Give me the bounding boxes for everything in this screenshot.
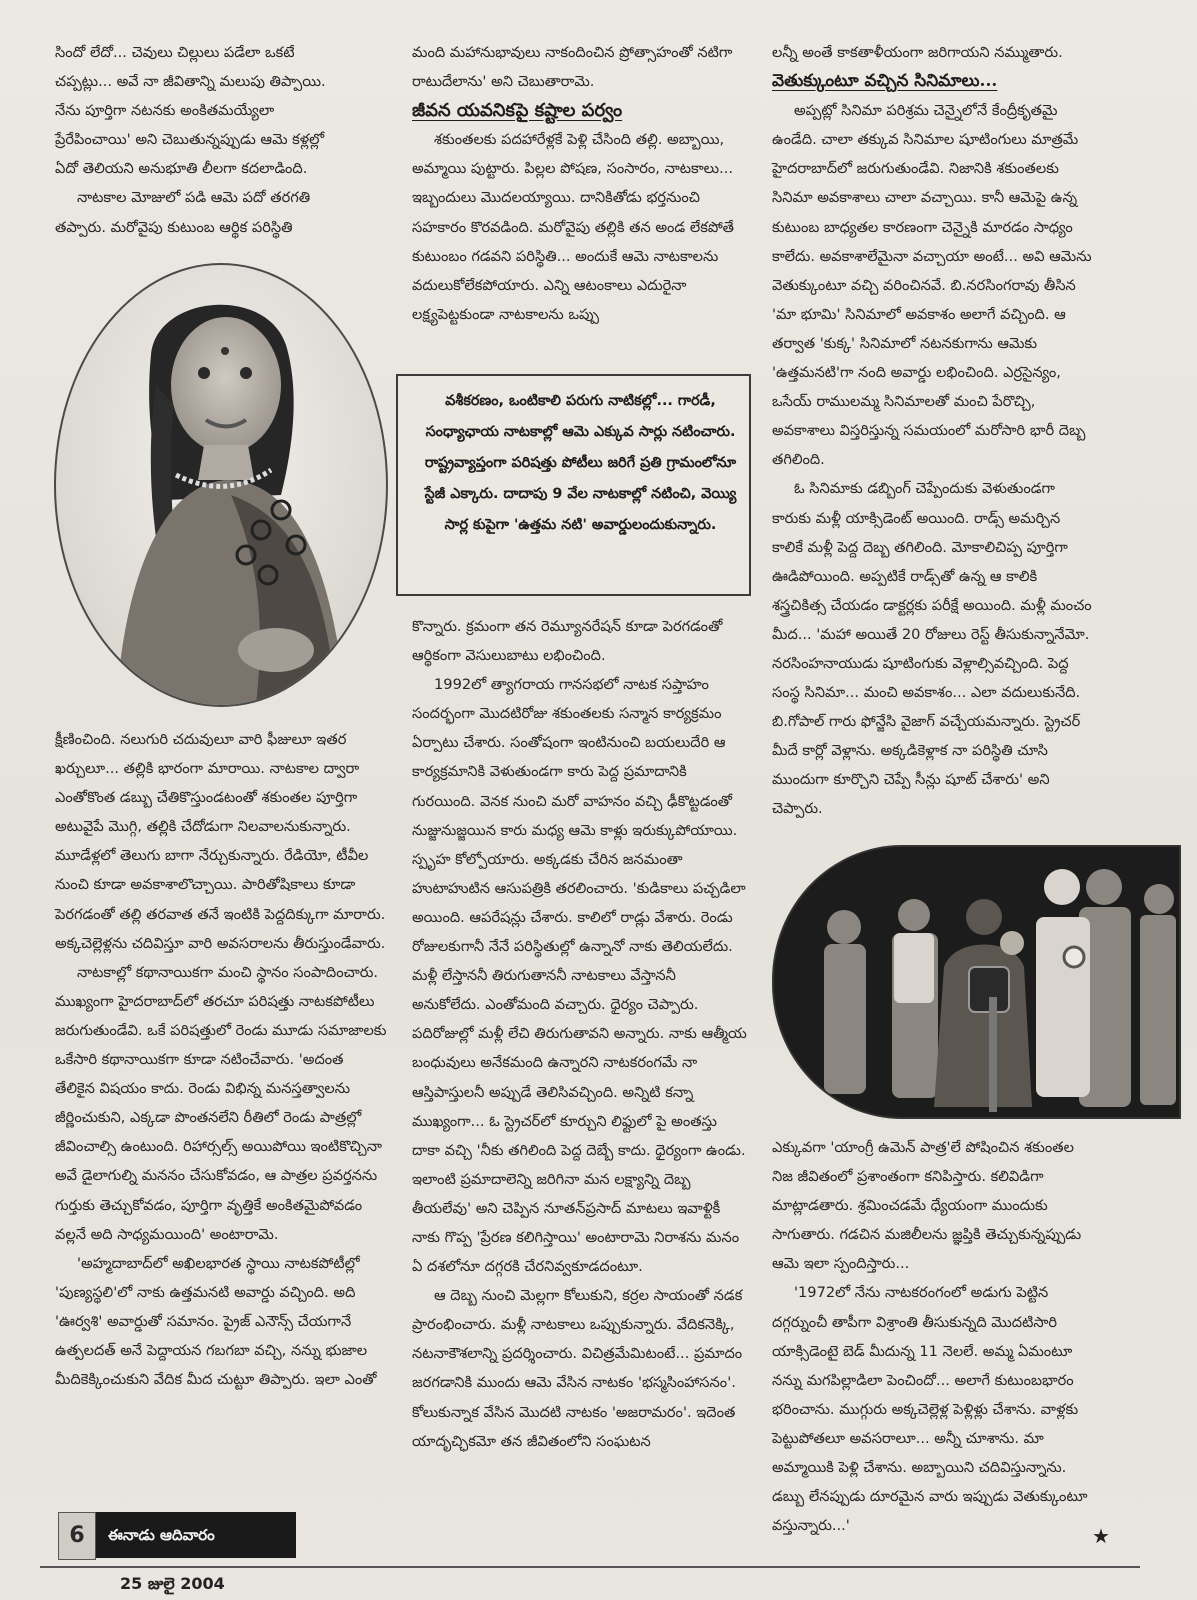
paragraph: నాటకాల మోజులో పడి ఆమె పదో తరగతి తప్పారు. మరోవైపు కుటుంబ ఆర్థిక పరిస్థితి xyxy=(55,189,311,236)
paragraph: మంది మహానుభావులు నాకందించిన ప్రోత్సాహంతో నటిగా రాటుదేలాను' అని చెబుతారామె. xyxy=(412,44,733,91)
column-2-bottom xyxy=(412,612,748,1456)
pull-quote-box xyxy=(396,374,751,596)
paragraph: 1992లో త్యాగరాయ గానసభలో నాటక సప్తాహం సందర్భంగా మొదటిరోజు శకుంతలకు సన్మాన కార్యక్రమం ఏర్పాటు చేశారు. సంతోషంగా ఇంటినుంచి బయలుదేరి ఆ కార్యక్రమానికి వెళుతుండగా కారు పెద్ద ప్రమాదానికి గురయింది. వెనక నుంచి మరో వాహనం వచ్చి ఢీకొట్టడంతో నుజ్జునుజ్జయిన కారు మధ్య ఆమె కాళ్లు ఇరుక్కుపోయాయి. స్పృహ కోల్పోయారు. అక్కడకు చేరిన జనమంతా హుటాహుటిన ఆసుపత్రికి తరలించారు. 'కుడికాలు పచ్చడిలా అయింది. ఆపరేషన్లు చేశారు. కాలిలో రాడ్లు వేశారు. రెండు రోజులకుగానీ నేనే పరిస్థితుల్లో ఉన్నానో నాకు తెలియలేదు. మళ్లీ లేస్తాననీ తిరుగుతాననీ నాటకాలు వేస్తాననీ అనుకోలేదు. ఎంతోమంది వచ్చారు. ధైర్యం చెప్పారు. పదిరోజుల్లో మళ్లీ లేచి తిరుగుతావని అన్నారు. నాకు ఆత్మీయ బంధువులు అనేకమంది ఉన్నారని నాటకరంగమే నా ఆస్తిపాస్తులనీ అప్పుడే తెలిసివచ్చింది. అన్నిటి కన్నా ముఖ్యంగా... ఓ స్ట్రెచర్‌లో కూర్చుని లిఫ్టులో పై అంతస్తు దాకా వచ్చి 'నీకు తగిలింది పెద్ద దెబ్బే కాదు. ధైర్యంగా ఉండు. ఇలాంటి ప్రమాదాలెన్ని జరిగినా మన లక్ష్యాన్ని దెబ్బ తీయలేవు' అని చెప్పిన నూతన్‌ప్రసాద్ మాటలు ఇవాళ్టికీ నాకు గొప్ప 'ప్రేరణ కలిగిస్తాయి' అంటారామె నిరాశను మనం ఏ దశలోనూ దగ్గరకి చేరనివ్వకూడదంటూ. xyxy=(412,676,747,1276)
award-illustration xyxy=(774,847,1179,1117)
section-heading: జీవన యవనికపై కష్టాల పర్వం xyxy=(412,100,623,122)
paragraph: ఓ సినిమాకు డబ్బింగ్ చెప్పేందుకు వెళుతుండగా కారుకు మళ్లీ యాక్సిడెంట్ అయింది. రాడ్స్ అమర్చిన కాలికే మళ్లీ పెద్ద దెబ్బ తగిలింది. మోకాలిచిప్ప పూర్తిగా ఊడిపోయింది. అప్పటికే రాడ్స్‌తో ఉన్న ఆ కాలికి శస్త్రచికిత్స చేయడం డాక్టర్లకు పరీక్షే అయింది. మళ్లీ మంచం మీద... 'మహా అయితే 20 రోజులు రెస్ట్ తీసుకున్నానేమో. నరసింహనాయుడు షూటింగుకు వెళ్లాల్సివచ్చింది. పెద్ద సంస్థ సినిమా... మంచి అవకాశం... ఎలా వదులుకునేది. బి.గోపాల్ గారు ఫోన్జేసి వైజాగ్ వచ్చేయమన్నారు. స్ట్రెచర్ మీదే కార్లో వెళ్లాను. అక్కడికెళ్లాక నా పరిస్థితి చూసి ముందుగా కూర్చొని చెప్పే సీన్లు షూట్ చేశారు' అని చెప్పారు. xyxy=(772,480,1092,818)
footer-divider xyxy=(40,1566,1140,1568)
paragraph: కొన్నారు. క్రమంగా తన రెమ్యూనరేషన్ కూడా పెరగడంతో ఆర్థికంగా వెసులుబాటు లభించింది. xyxy=(412,618,723,665)
paragraph: ఎక్కువగా 'యాంగ్రీ ఉమెన్ పాత్ర'లే పోషించిన శకుంతల నిజ జీవితంలో ప్రశాంతంగా కనిపిస్తారు. కలివిడిగా మాట్లాడతారు. శ్రమించడమే ధ్యేయంగా ముందుకు సాగుతారు. గడచిన మజిలీలను జ్ఞప్తికి తెచ్చుకున్నప్పుడు ఆమె ఇలా స్పందిస్తారు... xyxy=(772,1139,1082,1273)
pull-quote-text: వశీకరణం, ఒంటికాలి పరుగు నాటికల్లో... గారడీ, సంధ్యాఛాయ నాటకాల్లో ఆమె ఎక్కువ సార్లు నటించారు. రాష్ట్రవ్యాప్తంగా పరిషత్తు పోటీలు జరిగే ప్రతి గ్రామంలోనూ స్టేజీ ఎక్కారు. దాదాపు 9 వేల నాటకాల్లో నటించి, వెయ్యి సార్ల కుపైగా 'ఉత్తమ నటి' అవార్డులందుకున్నారు. xyxy=(424,393,737,533)
portrait-illustration xyxy=(56,265,386,705)
paragraph: ఆ దెబ్బ నుంచి మెల్లగా కోలుకుని, కర్రల సాయంతో నడక ప్రారంభించారు. మళ్లీ నాటకాలు ఒప్పుకున్నారు. వేదికనెక్కి, నటనాకౌశలాన్ని ప్రదర్శించారు. విచిత్రమేమిటంటే... ప్రమాదం జరగడానికి ముందు ఆమె వేసిన నాటకం 'భస్మసింహాసనం'. కోలుకున్నాక వేసిన మొదటి నాటకం 'అజరామరం'. ఇదెంత యాదృచ్ఛికమో తన జీవితంలోని సంఘటన xyxy=(412,1287,743,1450)
paragraph: 'అహ్మదాబాద్‌లో అఖిలభారత స్థాయి నాటకపోటీల్లో 'పుణ్యస్థలి'లో నాకు ఉత్తమనటి అవార్డు వచ్చింది. అది 'ఊర్వశి' అవార్డుతో సమానం. ప్రైజ్ ఎనౌన్స్ చేయగానే ఉత్పలదత్ అనే పెద్దాయన గబగబా వచ్చి, నన్ను భుజాల మీదికెక్కించుకుని వేదిక మీద చుట్టూ తిప్పారు. ఇలా ఎంతో xyxy=(55,1254,377,1389)
column-1-top xyxy=(55,38,335,242)
end-star-icon: ★ xyxy=(1092,1524,1110,1548)
column-3-bottom xyxy=(772,1133,1094,1540)
paragraph: సిందో లేదో... చెవులు చిల్లులు పడేలా ఒకటే చప్పట్లు... అవే నా జీవితాన్ని మలుపు తిప్పాయి. నేను పూర్తిగా నటనకు అంకితమయ్యేలా ప్రేరేపించాయి' అని చెబుతున్నప్పుడు ఆమె కళ్లల్లో ఏదో తెలియని అనుభూతి లీలగా కదలాడింది. xyxy=(55,44,326,178)
paragraph: శకుంతలకు పదహారేళ్లకే పెళ్లి చేసింది తల్లి. అబ్బాయి, అమ్మాయి పుట్టారు. పిల్లల పోషణ, సంసారం, నాటకాలు... ఇబ్బందులు మొదలయ్యాయి. దానికితోడు భర్తనుంచి సహకారం కొరవడింది. మరోవైపు తల్లికి తన అండ లేకపోతే కుటుంబం గడవని పరిస్థితి... అందుకే ఆమె నాటకాలను వదులుకోలేకపోయారు. ఎన్ని ఆటంకాలు ఎదురైనా లక్ష్యపెట్టకుండా నాటకాలను ఒప్పు xyxy=(412,131,735,323)
page-number: 6 xyxy=(58,1512,96,1560)
publication-name: ఈనాడు ఆదివారం xyxy=(96,1512,296,1558)
paragraph: '1972లో నేను నాటకరంగంలో అడుగు పెట్టిన దగ్గర్నుంచీ తాపీగా విశ్రాంతి తీసుకున్నది మొదటిసారి యాక్సిడెంటై బెడ్ మీదున్న 11 నెలలే. అమ్మ ఏమంటూ నన్ను మగపిల్లాడిలా పెంచిందో... అలాగే కుటుంబభారం భరించాను. ముగ్గురు అక్కచెల్లెళ్ల పెళ్లిళ్లు చేశాను. వాళ్లకు పెట్టుపోతలూ అవసరాలూ... అన్నీ చూశాను. మా అమ్మాయికి పెళ్లి చేశాను. అబ్బాయిని చదివిస్తున్నాను. డబ్బు లేనప్పుడు దూరమైన వారు ఇప్పుడు వెతుక్కుంటూ వస్తున్నారు...' xyxy=(772,1284,1088,1535)
column-3-top xyxy=(772,38,1094,824)
section-heading: వెతుక్కుంటూ వచ్చిన సినిమాలు... xyxy=(772,71,998,92)
paragraph: క్షీణించింది. నలుగురి చదువులూ వారి ఫీజులూ ఇతర ఖర్చులూ... తల్లికి భారంగా మారాయి. నాటకాల ద్వారా ఎంతోకొంత డబ్బు చేతికొస్తుండటంతో శకుంతల పూర్తిగా అటువైపే మొగ్గి, తల్లికి చేదోడుగా నిలవాలనుకున్నారు. మూడేళ్లలో తెలుగు బాగా నేర్చుకున్నారు. రేడియో, టీవీల నుంచి కూడా అవకాశాలొచ్చాయి. పారితోషికాలు కూడా పెరగడంతో తల్లి తరవాత తనే ఇంటికి పెద్దదిక్కుగా మారారు. అక్కచెల్లెళ్లను చదివిస్తూ వారి అవసరాలను తీరుస్తుండేవారు. xyxy=(55,731,386,952)
column-1-bottom xyxy=(55,725,387,1394)
portrait-photo xyxy=(54,263,388,707)
publication-date: 25 జులై 2004 xyxy=(120,1574,225,1593)
paragraph: నాటకాల్లో కథానాయికగా మంచి స్థానం సంపాదించారు. ముఖ్యంగా హైదరాబాద్‌లో తరచూ పరిషత్తు నాటకపోటీలు జరుగుతుండేవి. ఒకే పరిషత్తులో రెండు మూడు సమాజాలకు ఒకేసారి కథానాయికగా కూడా నటించేవారు. 'అదంత తేలికైన విషయం కాదు. రెండు విభిన్న మనస్తత్వాలను జీర్ణించుకుని, ఎక్కడా పొంతనలేని రీతిలో రెండు పాత్రల్లో జీవించాల్సి ఉంటుంది. రిహార్సల్స్ అయిపోయి ఇంటికొచ్చినా అవే డైలాగుల్ని మననం చేసుకోవడం, ఆ పాత్రల ప్రవర్తనను గుర్తుకు తెచ్చుకోవడం, పూర్తిగా వృత్తికే అంకితమైపోవడం వల్లనే అది సాధ్యమయింది' అంటారామె. xyxy=(55,963,387,1243)
paragraph: లన్నీ అంతే కాకతాళీయంగా జరిగాయని నమ్ముతారు. xyxy=(772,44,1063,61)
column-2-top xyxy=(412,38,748,329)
paragraph: అప్పట్లో సినిమా పరిశ్రమ చెన్నైలోనే కేంద్రీకృతమై ఉండేది. చాలా తక్కువ సినిమాల షూటింగులు మాత్రమే హైదరాబాద్‌లో జరుగుతుండేవి. నిజానికి శకుంతలకు సినిమా అవకాశాలు చాలా వచ్చాయి. కానీ ఆమెపై ఉన్న కుటుంబ బాధ్యతల కారణంగా చెన్నైకి మారడం సాధ్యం కాలేదు. అవకాశాలేమైనా వచ్చాయా అంటే... అవి ఆమెను వెతుక్కుంటూ వచ్చి వరించినవే. బి.నరసింగరావు తీసిన 'మా భూమి' సినిమాలో అవకాశం అలాగే వచ్చింది. ఆ తర్వాత 'కుక్క' సినిమాలో నటనకుగాను ఆమెకు 'ఉత్తమనటి'గా నంది అవార్డు లభించింది. ఎర్రసైన్యం, ఒసేయ్ రాములమ్మ సినిమాలతో మంచి పేరొచ్చి, అవకాశాలు విస్తరిస్తున్న సమయంలో మరోసారి భారీ దెబ్బ తగిలింది. xyxy=(772,102,1092,469)
award-ceremony-photo xyxy=(772,845,1181,1119)
